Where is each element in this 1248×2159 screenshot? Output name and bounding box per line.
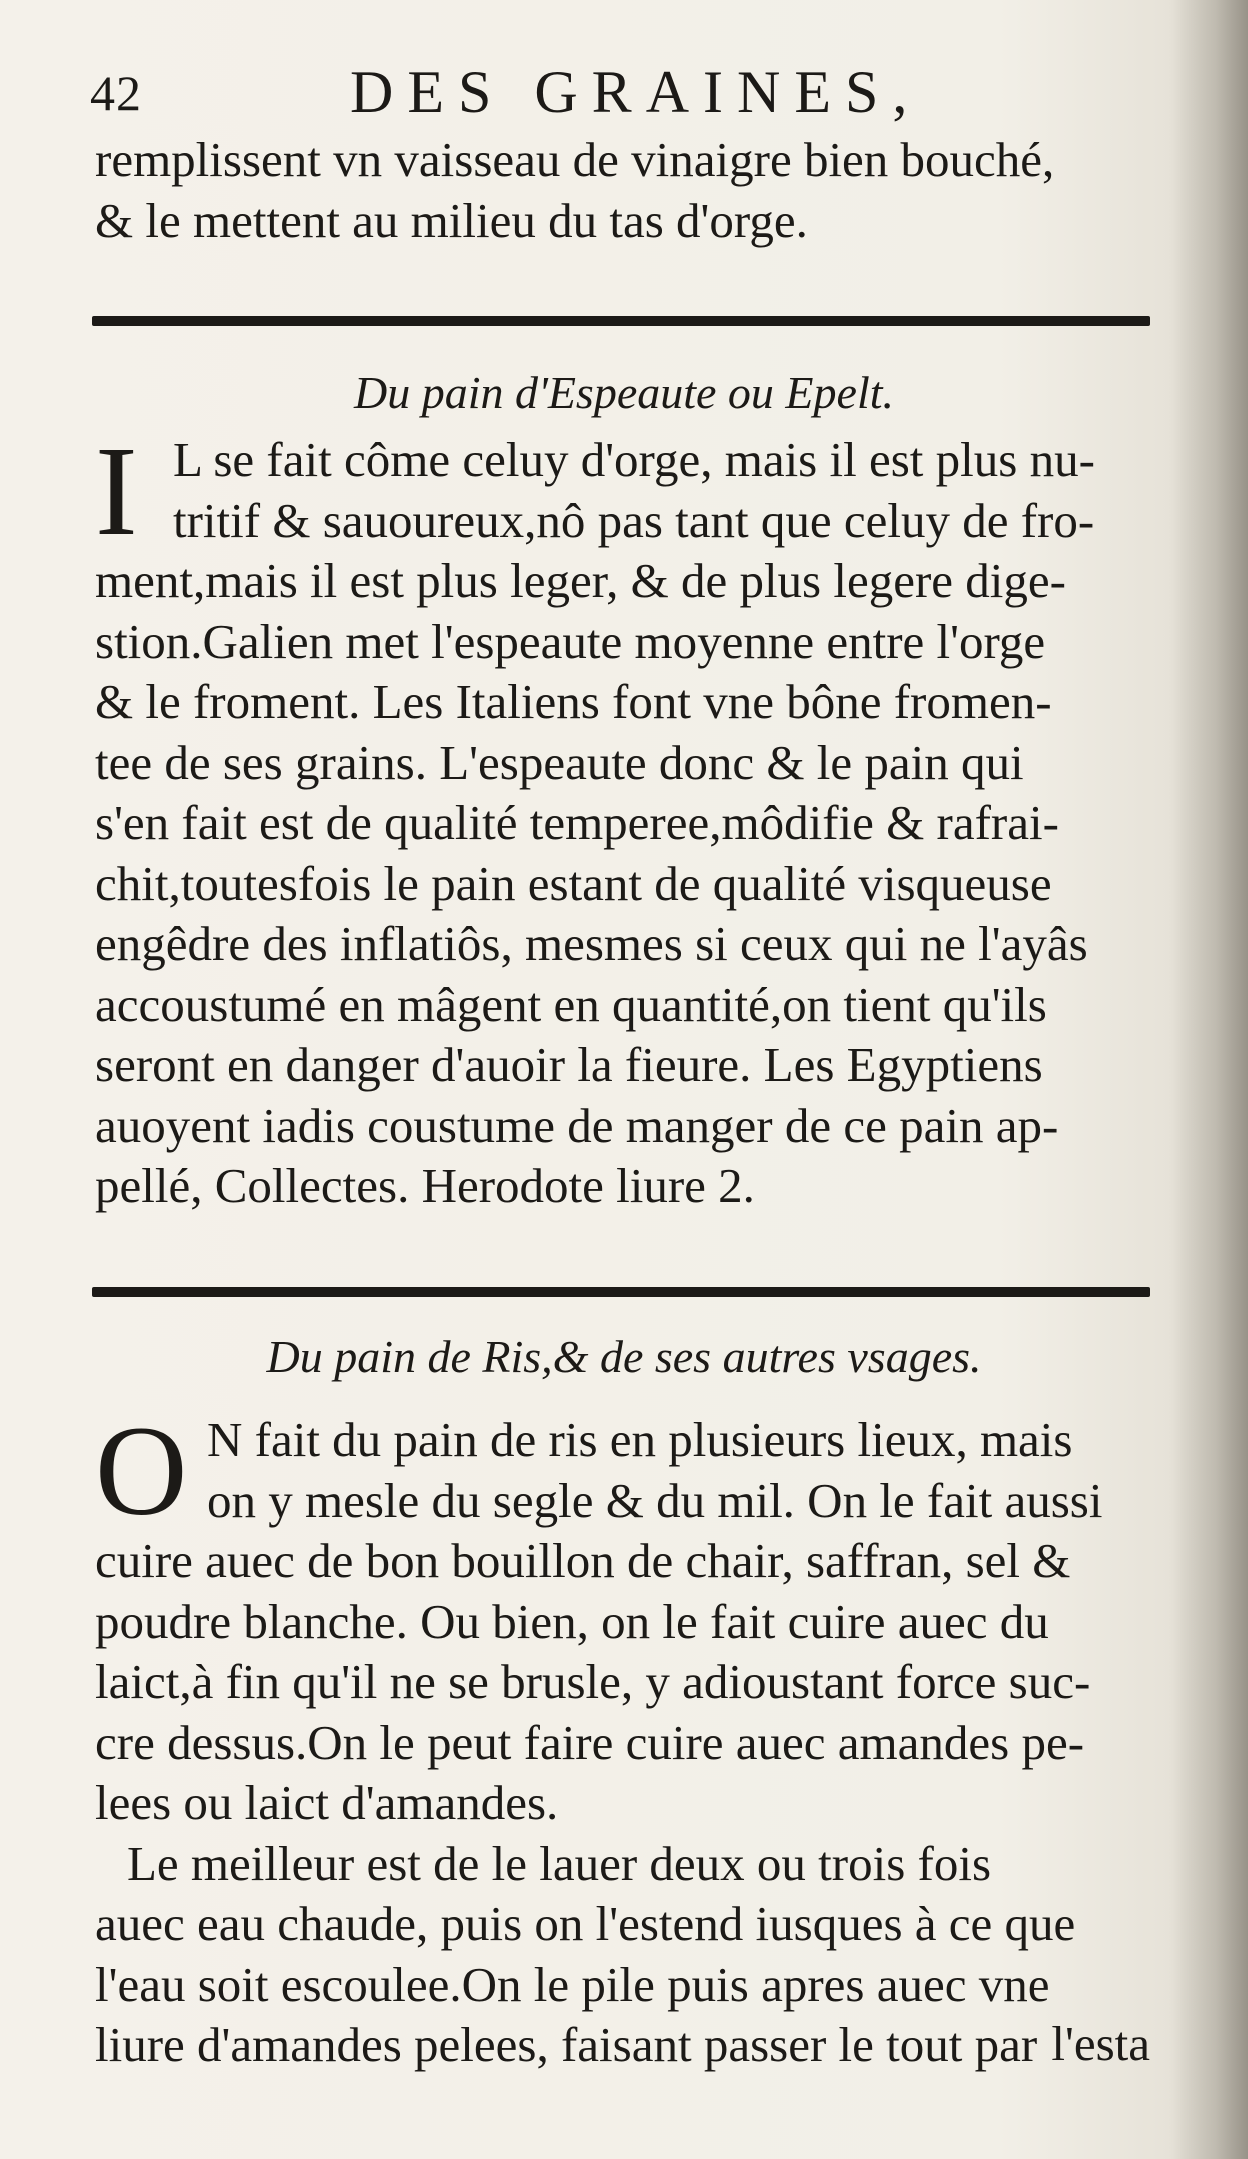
text-line: & le mettent au milieu du tas d'orge. (95, 192, 808, 248)
text-line: lees ou laict d'amandes. (95, 1775, 559, 1830)
drop-cap: O (95, 1400, 188, 1542)
section-body (95, 1400, 1155, 2076)
section-title: Du pain d'Espeaute ou Epelt. (353, 367, 895, 418)
text-line: accoustumé en mâgent en quantité,on tient qu'ils (95, 976, 1047, 1032)
text-line: l'eau soit escoulee.On le pile puis apres auec vne (95, 1956, 1050, 2012)
text-line: on y mesle du segle & du mil. On le fait aussi (207, 1472, 1103, 1528)
text-line: liure d'amandes pelees, faisant passer le tout par (95, 2017, 1038, 2072)
text-line: seront en danger d'auoir la fieure. Les Egyptiens (95, 1037, 1043, 1092)
text-line: auoyent iadis coustume de manger de ce pain ap- (95, 1097, 1059, 1153)
text-line: N fait du pain de ris en plusieurs lieux, mais (207, 1412, 1073, 1467)
page-header (90, 58, 1150, 138)
drop-cap: I (95, 420, 138, 562)
section-body (95, 420, 1155, 1217)
text-line: tee de ses grains. L'espeaute donc & le pain qui (95, 734, 1024, 790)
continued-text (95, 130, 1155, 251)
text-line: stion.Galien met l'espeaute moyenne entre l'orge (95, 613, 1046, 669)
catchword: l'esta (1051, 2016, 1150, 2071)
running-title: DES GRAINES, (350, 59, 922, 125)
text-line: tritif & sauoureux,nô pas tant que celuy de fro- (173, 492, 1095, 548)
text-line: L se fait côme celuy d'orge, mais il est plus nu- (173, 432, 1095, 487)
paragraph (95, 1400, 1155, 1834)
paragraph (95, 420, 1155, 1217)
text-line: auec eau chaude, puis on l'estend iusques à ce que (95, 1896, 1076, 1951)
text-line: remplissent vn vaisseau de vinaigre bien bouché, (95, 132, 1055, 187)
text-line: Le meilleur est de le lauer deux ou trois fois (127, 1835, 992, 1891)
section-title: Du pain de Ris,& de ses autres vsages. (266, 1331, 982, 1382)
gutter-shadow (1168, 0, 1248, 2159)
text-line: engêdre des inflatiôs, mesmes si ceux qui ne l'ayâs (95, 916, 1088, 971)
section-divider (92, 316, 1150, 326)
text-line: pellé, Collectes. Herodote liure 2. (95, 1158, 755, 1213)
text-line: ment,mais il est plus leger, & de plus legere dige- (95, 553, 1066, 608)
text-line: cre dessus.On le peut faire cuire auec amandes pe- (95, 1714, 1085, 1770)
section-divider (92, 1287, 1150, 1297)
text-line: & le froment. Les Italiens font vne bône fromen- (95, 674, 1052, 729)
text-line: cuire auec de bon bouillon de chair, saffran, sel & (95, 1533, 1071, 1588)
page-number: 42 (90, 65, 142, 121)
text-line: laict,à fin qu'il ne se brusle, y adioustant force suc- (95, 1654, 1091, 1709)
paragraph (95, 1834, 1155, 2076)
text-line: chit,toutesfois le pain estant de qualité visqueuse (95, 855, 1052, 911)
text-line: s'en fait est de qualité temperee,môdifie & rafrai- (95, 795, 1059, 850)
text-line: poudre blanche. Ou bien, on le fait cuire auec du (95, 1593, 1049, 1649)
